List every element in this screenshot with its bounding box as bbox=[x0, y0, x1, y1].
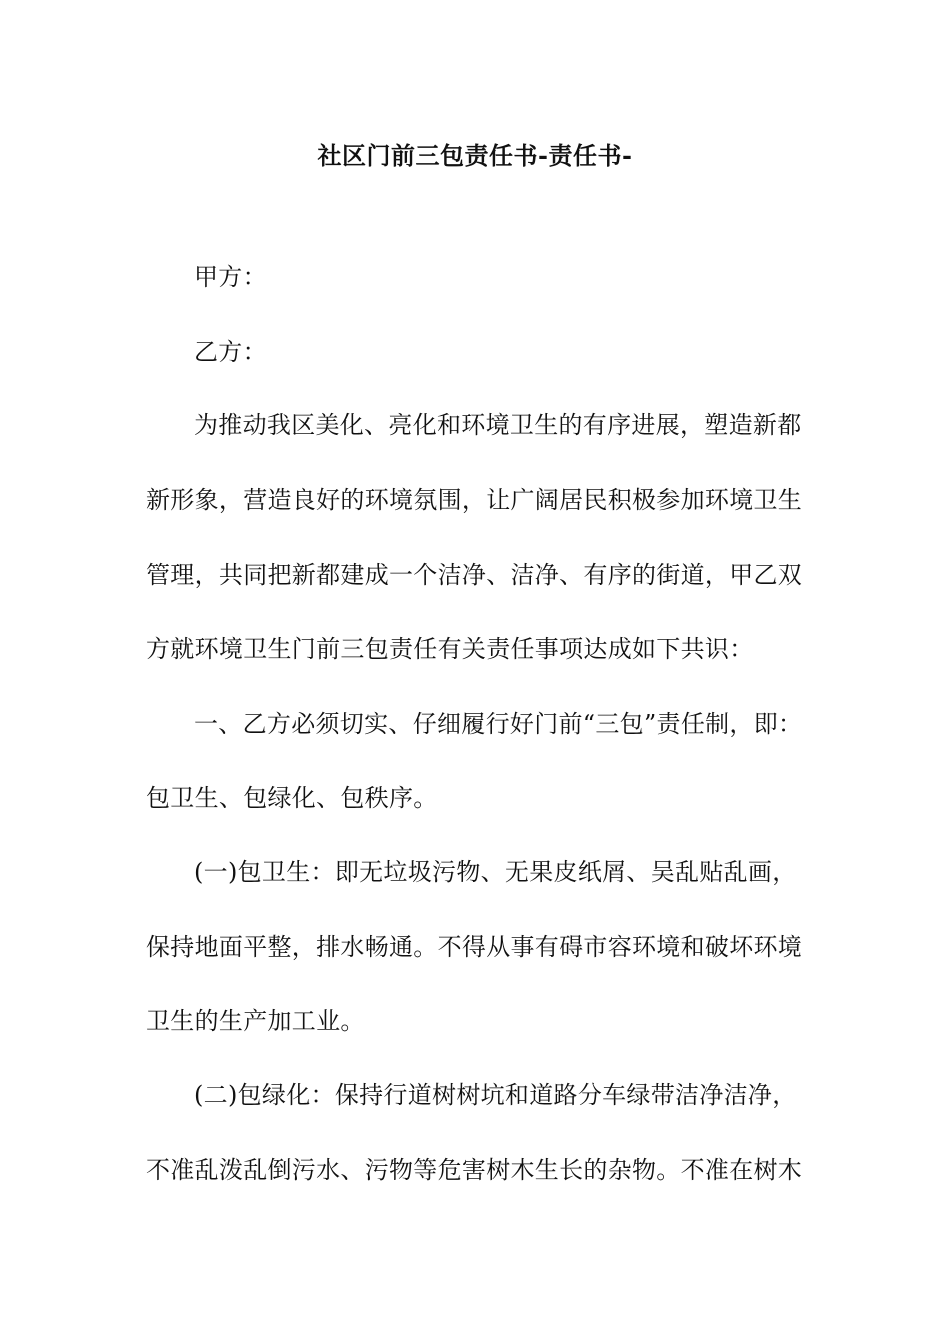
paragraph-line: 新形象，营造良好的环境氛围，让广阔居民积极参加环境卫生 bbox=[146, 486, 803, 514]
clause-one-line: 一、乙方必须切实、仔细履行好门前“三包”责任制，即： bbox=[194, 710, 803, 738]
paragraph-line: 方就环境卫生门前三包责任有关责任事项达成如下共识： bbox=[146, 635, 754, 663]
sanitation-clause-line: (一)包卫生：即无垃圾污物、无果皮纸屑、吴乱贴乱画， bbox=[194, 858, 797, 886]
greening-clause-line: (二)包绿化：保持行道树树坑和道路分车绿带洁净洁净， bbox=[194, 1081, 797, 1109]
party-a-label: 甲方： bbox=[194, 263, 267, 291]
clause-one-line: 包卫生、包绿化、包秩序。 bbox=[146, 784, 438, 812]
document-title: 社区门前三包责任书-责任书- bbox=[317, 141, 633, 170]
paragraph-line: 为推动我区美化、亮化和环境卫生的有序进展，塑造新都 bbox=[194, 411, 802, 439]
sanitation-clause-line: 卫生的生产加工业。 bbox=[146, 1007, 365, 1035]
greening-clause-line: 不准乱泼乱倒污水、污物等危害树木生长的杂物。不准在树木 bbox=[146, 1156, 803, 1184]
sanitation-clause-line: 保持地面平整，排水畅通。不得从事有碍市容环境和破坏环境 bbox=[146, 933, 803, 961]
paragraph-line: 管理，共同把新都建成一个洁净、洁净、有序的街道，甲乙双 bbox=[146, 561, 803, 589]
party-b-label: 乙方： bbox=[194, 338, 267, 366]
